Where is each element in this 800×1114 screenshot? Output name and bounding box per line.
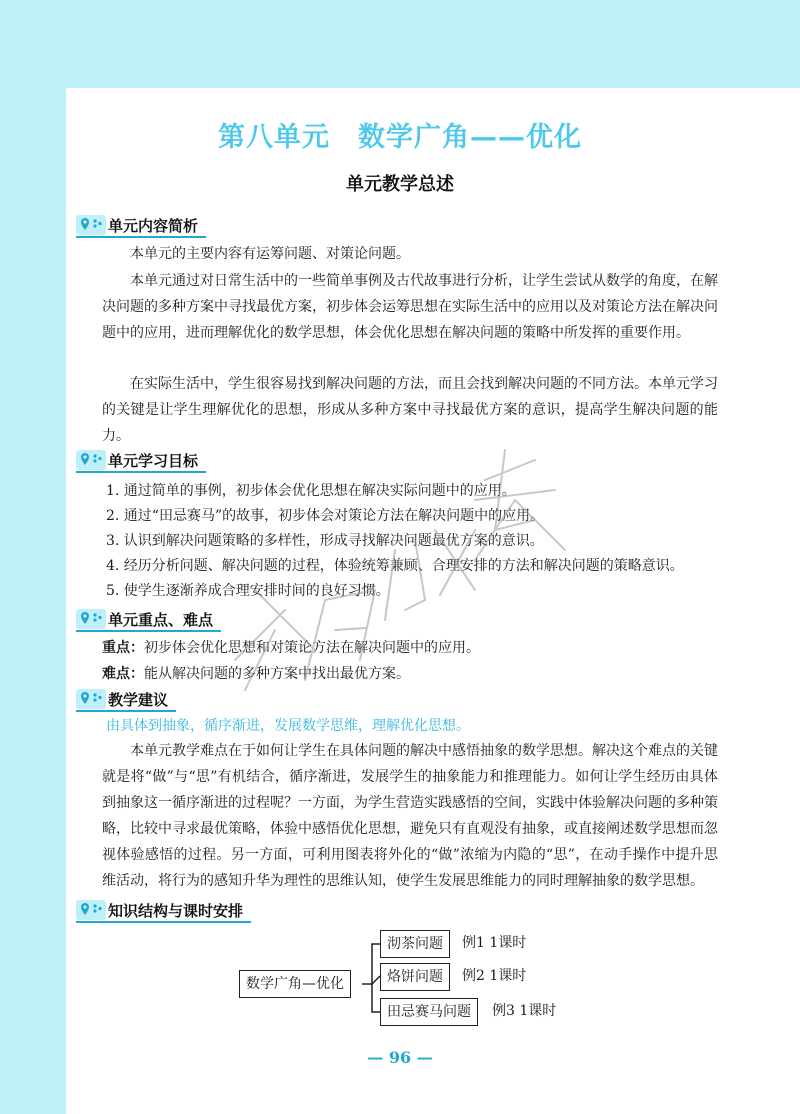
focus-text: 初步体会优化思想和对策论方法在解决问题中的应用。 <box>144 640 480 656</box>
section-title: 单元学习目标 <box>108 451 199 470</box>
focus-label: 重点： <box>102 640 144 656</box>
tree-branch-tea: 沏茶问题 <box>380 930 450 958</box>
goal-item: 2. 通过“田忌赛马”的故事，初步体会对策论方法在解决问题中的应用。 <box>106 508 545 524</box>
page-number: — 96 — <box>367 1048 433 1067</box>
section-title: 教学建议 <box>108 690 169 709</box>
section-title: 单元内容简析 <box>108 216 199 235</box>
tree-root: 数学广角—优化 <box>239 970 351 998</box>
content-paragraph-2: 本单元通过对日常生活中的一些简单事例及古代故事进行分析，让学生尝试从数学的角度，在解决问题的多种方案中寻找最优方案，初步体会运筹思想在实际生活中的应用以及对策论方法在解决问题中的应用，进而理解优化的数学思想，体会优化思想在解决问题的策略中所发挥的重要作用。 <box>102 273 718 341</box>
difficulty-label: 难点： <box>102 666 144 682</box>
tree-branch-horse-race: 田忌赛马问题 <box>380 998 478 1026</box>
tree-note-horse-race: 例3 1课时 <box>492 1003 557 1019</box>
goal-item: 1. 通过简单的事例，初步体会优化思想在解决实际问题中的应用。 <box>106 483 516 499</box>
content-paragraph-3: 在实际生活中，学生很容易找到解决问题的方法，而且会找到解决问题的不同方法。本单元学习的关键是让学生理解优化的思想，形成从多种方案中寻找最优方案的意识，提高学生解决问题的能力。 <box>102 376 718 444</box>
overview-title: 单元教学总述 <box>346 174 454 195</box>
section-title: 知识结构与课时安排 <box>108 901 244 920</box>
goal-item: 4. 经历分析问题、解决问题的过程，体验统筹兼顾、合理安排的方法和解决问题的策略意识。 <box>106 558 684 574</box>
difficulty-text: 能从解决问题的多种方案中找出最优方案。 <box>144 666 410 682</box>
content-paragraph-1: 本单元的主要内容有运筹问题、对策论问题。 <box>130 246 410 262</box>
advice-paragraph: 本单元教学难点在于如何让学生在具体问题的解决中感悟抽象的数学思想。解决这个难点的关键就是将“做”与“思”有机结合，循序渐进，发展学生的抽象能力和推理能力。如何让学生经历由具体到抽象这一循序渐进的过程呢？一方面，为学生营造实践感悟的空间，实践中体验解决问题的多种策略，比较中寻求最优策略，体验中感悟优化思想，避免只有直观没有抽象，或直接阐述数学思想而忽视体验感悟的过程。另一方面，可利用图表将外化的“做”浓缩为内隐的“思”，在动手操作中提升思维活动，将行为的感知升华为理性的思维认知，使学生发展思维能力的同时理解抽象的数学思想。 <box>102 743 718 889</box>
section-title: 单元重点、难点 <box>108 610 214 629</box>
unit-title: 第八单元 数学广角——优化 <box>218 122 582 153</box>
tree-branch-pancake: 烙饼问题 <box>380 963 450 991</box>
advice-subtitle: 由具体到抽象，循序渐进，发展数学思维，理解优化思想。 <box>106 718 470 734</box>
tree-note-tea: 例1 1课时 <box>462 935 527 951</box>
goal-item: 3. 认识到解决问题策略的多样性，形成寻找解决问题最优方案的意识。 <box>106 533 544 549</box>
goal-item: 5. 使学生逐渐养成合理安排时间的良好习惯。 <box>106 583 390 599</box>
tree-note-pancake: 例2 1课时 <box>462 968 527 984</box>
